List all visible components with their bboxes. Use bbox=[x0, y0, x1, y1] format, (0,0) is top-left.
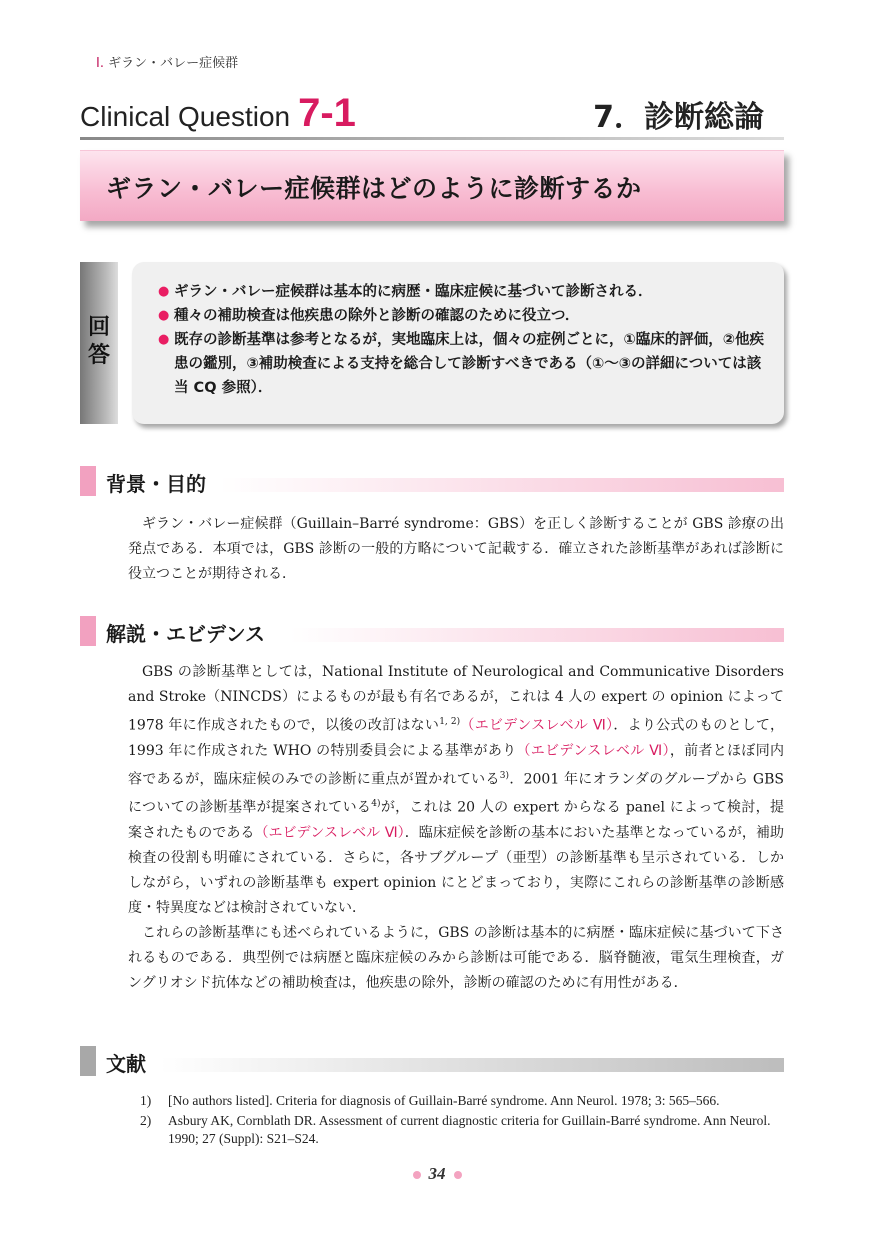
answer-item-text: 既存の診断基準は参考となるが，実地臨床上は，個々の症例ごとに，①臨床的評価，②他疾患の鑑別，③補助検査による支持を総合して診断すべきである（①～③の詳細については該当 CQ 参照）． bbox=[174, 332, 765, 396]
cq-number: 7-1 bbox=[298, 91, 356, 135]
section-rule bbox=[290, 628, 784, 642]
reference-text: Asbury AK, Cornblath DR. Assessment of current diagnostic criteria for Guillain-Barré syndrome. Ann Neurol. 1990; 27 (Suppl): S21–S24. bbox=[168, 1113, 771, 1146]
question-box bbox=[80, 150, 784, 221]
section-title: 文献 bbox=[106, 1052, 146, 1076]
cq-label bbox=[80, 91, 356, 136]
text-run: GBS の診断基準としては，National Institute of Neurological and Communicative Disorders and Stroke（NINCDS）によるものが最も有名であるが，これは 4 人の expert の opinion によって 1978 年に作成されたもので，以後の改訂はない bbox=[128, 664, 784, 734]
chapter-number: Ⅰ. bbox=[96, 56, 104, 71]
background-text bbox=[128, 512, 784, 587]
cq-rule bbox=[80, 137, 784, 140]
section-rule bbox=[220, 478, 784, 492]
section-marker bbox=[80, 616, 96, 646]
reference-item bbox=[140, 1092, 784, 1110]
section-title: 解説・エビデンス bbox=[106, 622, 265, 646]
evidence-paragraph-1 bbox=[128, 660, 784, 921]
answer-item bbox=[158, 328, 768, 400]
page-number bbox=[0, 1164, 874, 1184]
clinical-question-header bbox=[80, 92, 784, 140]
evidence-text bbox=[128, 660, 784, 996]
answer-box bbox=[132, 262, 784, 424]
answer-tab-label bbox=[86, 314, 112, 370]
question-text: ギラン・バレー症候群はどのように診断するか bbox=[106, 174, 642, 203]
evidence-paragraph-2: これらの診断基準にも述べられているように，GBS の診断は基本的に病歴・臨床症候に基づいて下されるものである．典型例では病歴と臨床症候のみから診断は可能である．脳脊髄液，電気生理検査，ガングリオシド抗体などの補助検査は，他疾患の除外，診断の確認のために有用性がある． bbox=[128, 924, 784, 991]
answer-tab-char-1: 回 bbox=[87, 315, 110, 340]
bullet-icon: ● bbox=[158, 332, 170, 347]
answer-section bbox=[80, 262, 784, 424]
section-marker bbox=[80, 466, 96, 496]
dot-icon bbox=[454, 1171, 462, 1179]
reference-number: 2) bbox=[140, 1113, 152, 1128]
reference-list bbox=[140, 1092, 784, 1150]
cq-chapter-title: 7．診断総論 bbox=[593, 100, 764, 135]
text-run: ，前者とほぼ同内容であるが，臨床症候のみでの診断に重点が置かれている bbox=[128, 742, 785, 788]
reference-item bbox=[140, 1112, 784, 1148]
evidence-level: （エビデンスレベル Ⅵ） bbox=[254, 824, 405, 841]
section-rule bbox=[160, 1058, 784, 1072]
answer-item-text: 種々の補助検査は他疾患の除外と診断の確認のために役立つ． bbox=[174, 308, 580, 324]
text-run: ．臨床症候を診断の基本においた基準となっているが，補助検査の役割も明確にされている．さらに，各サブグループ（亜型）の診断基準も呈示されている．しかしながら，いずれの診断基準も expert opinion にとどまっており，実際にこれらの診断基準の診断感度・特異度などは検討されていない． bbox=[128, 824, 785, 916]
answer-item-text: ギラン・バレー症候群は基本的に病歴・臨床症候に基づいて診断される． bbox=[174, 284, 653, 300]
evidence-level: （エビデンスレベル Ⅵ） bbox=[516, 742, 670, 759]
bullet-icon: ● bbox=[158, 308, 170, 323]
running-header bbox=[96, 52, 238, 71]
references-heading bbox=[80, 1046, 784, 1076]
answer-tab bbox=[80, 262, 118, 424]
bullet-icon: ● bbox=[158, 284, 170, 299]
background-heading bbox=[80, 466, 784, 496]
section-marker bbox=[80, 1046, 96, 1076]
citation: 4) bbox=[371, 799, 381, 810]
answer-item bbox=[158, 280, 768, 304]
text-run: ．2001 年にオランダのグループから GBS についての診断基準が提案されている bbox=[128, 771, 784, 816]
background-paragraph: ギラン・バレー症候群（Guillain–Barré syndrome：GBS）を正しく診断することが GBS 診療の出発点である．本項では，GBS 診断の一般的方略について記載する．確立された診断基準があれば診断に役立つことが期待される． bbox=[128, 516, 784, 582]
answer-list bbox=[158, 280, 768, 400]
citation: 3) bbox=[499, 770, 510, 781]
cq-label-text: Clinical Question bbox=[80, 101, 291, 132]
text-run: ．より公式のものとして，1993 年に作成された WHO の特別委員会による基準があり bbox=[128, 717, 785, 759]
evidence-level: （エビデンスレベル Ⅵ） bbox=[460, 717, 614, 734]
citation: 1, 2) bbox=[439, 717, 461, 727]
text-run: が，これは 20 人の expert からなる panel によって検討，提案されたものである bbox=[128, 799, 784, 841]
answer-item bbox=[158, 304, 768, 328]
reference-number: 1) bbox=[140, 1093, 152, 1108]
chapter-title: ギラン・バレー症候群 bbox=[108, 56, 239, 71]
section-title: 背景・目的 bbox=[106, 472, 206, 496]
page-number-value: 34 bbox=[428, 1164, 446, 1183]
evidence-heading bbox=[80, 616, 784, 646]
answer-tab-char-2: 答 bbox=[87, 343, 110, 368]
dot-icon bbox=[413, 1171, 421, 1179]
reference-text: [No authors listed]. Criteria for diagnosis of Guillain-Barré syndrome. Ann Neurol. 1978; 3: 565–566. bbox=[168, 1093, 720, 1108]
